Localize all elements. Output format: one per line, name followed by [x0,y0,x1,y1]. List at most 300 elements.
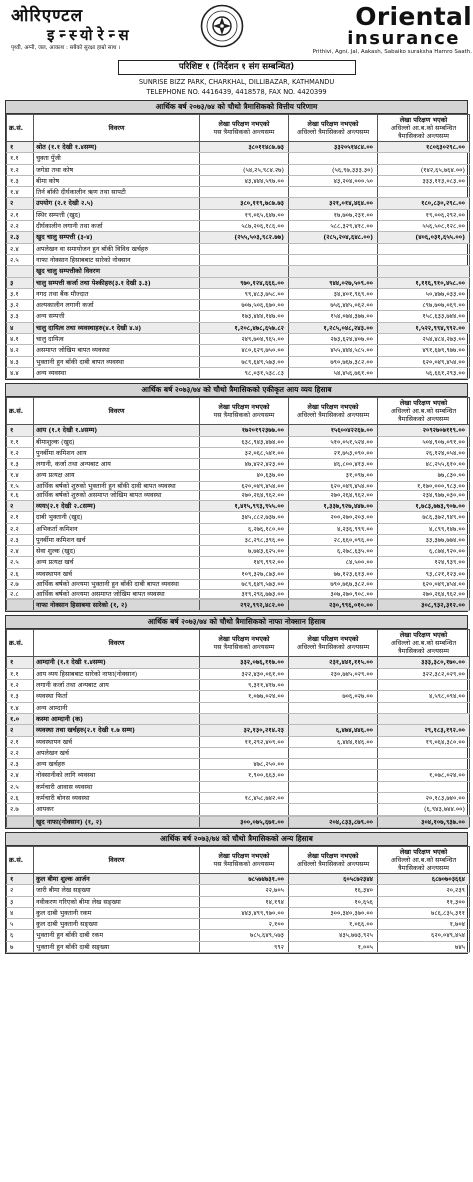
row-label: चुक्ता पुँजी [34,153,200,164]
row-label: पुनर्बीमा कमिशन आय [34,447,200,458]
row-sn: २.१ [7,736,34,747]
row-sn: १.६ [7,491,34,501]
row-value-previous-quarter: १,३३७,९२७,४४७.०० [289,500,378,511]
row-label: आय व्यय हिसाबबाट सारेको नाफा(नोक्सान) [34,668,200,679]
row-value-current-quarter [200,153,289,164]
row-value-current-quarter: ४८०,६२९,७५०.०० [200,345,289,356]
row-value-current-quarter: ४०,६३७.०० [200,470,289,481]
row-value-last-year: ४८,२५५,६१०.०० [378,459,470,470]
row-label: तिर्न बाँकी दीर्घकालीन ऋण तथा सापटी [34,187,200,198]
row-value-last-year: ३३३,३८०,१७०.०० [378,657,470,668]
table-row [7,600,470,611]
row-value-last-year: ६,८७४,९२०.०० [378,546,470,557]
col-particulars-header: विवरण [34,398,200,425]
row-sn: २.८ [7,589,34,599]
row-label: खुद चालु सम्पत्ती (३-४) [34,232,200,243]
row-sn: १.४ [7,702,34,713]
row-value-previous-quarter [289,266,378,277]
table-row [7,254,470,265]
row-value-last-year: ५०,४७७,०३३.०० [378,288,470,299]
row-value-last-year: ११,३०० [378,896,470,907]
row-sn: २.५ [7,557,34,568]
row-label: अल्पकालीन लगानी कर्जा [34,300,200,311]
row-label: कर्मचारी आवास व्यवस्था [34,781,200,792]
row-sn: २ [7,725,34,736]
col-last-year-sub: अधिल्लो आ.ब.को सम्बन्धित त्रैमासिकको अन्त्यसम्म [390,124,457,140]
row-value-current-quarter: २९२,९९२,४८२.०० [200,600,289,611]
table-row [7,142,470,153]
financial-result-section [5,100,468,380]
row-label: व्यवस्था फिर्ता [34,691,200,702]
tagline-english: Prithivi, Agni, Jal, Aakash, Sabaiko suraksha Hamro Saath. [312,49,472,55]
table-row [7,579,470,589]
row-value-last-year: ३०८,९३२,३१२.०० [378,600,470,611]
row-value-previous-quarter: ४३५,७७३,९२५ [289,930,378,941]
row-label: अपलेखन खर्च [34,747,200,758]
row-value-current-quarter: (५४,२५,९८४.२७) [200,164,289,175]
data-table [6,846,470,953]
row-sn: १.० [7,713,34,724]
row-sn: ४ [7,322,34,333]
table-row [7,816,470,827]
brand-english [292,4,472,56]
row-value-previous-quarter: (५६,९७,३३३.३०) [289,164,378,175]
col-sn-header: क्र.सं. [7,398,34,425]
table-row [7,356,470,367]
row-value-current-quarter: ११,२९२,४०९.०० [200,736,289,747]
row-sn: ३ [7,896,34,907]
col-current-quarter-title: लेखा परिक्षण नभएको [218,851,270,860]
row-value-last-year: ५५६,५०८,१२८.०० [378,221,470,232]
row-value-current-quarter: (२५५,५०३,९८२.७७) [200,232,289,243]
row-value-previous-quarter [289,759,378,770]
table-row [7,702,470,713]
col-previous-quarter-title: लेखा परिक्षण नभएको [307,403,359,412]
table-row [7,367,470,378]
row-value-previous-quarter: ६,२७८,६३५.०० [289,546,378,557]
row-sn: ४ [7,907,34,918]
brand-english-line2: insurance [347,28,460,49]
row-value-previous-quarter: १७,७०७,२३१.०० [289,209,378,220]
row-label: असमाप्त जोखिम बापत व्यवस्था [34,345,200,356]
col-last-year-header [378,398,470,425]
row-sn: २.२ [7,747,34,758]
row-value-previous-quarter: ७९०,७६७,३८२.०० [289,579,378,589]
table-row [7,425,470,436]
section-title: आर्थिक बर्ष २०७३/७४ को चौथो त्रैमासिकको नाफा नोक्सान हिसाब [6,616,467,629]
col-particulars-header: विवरण [34,115,200,142]
table-row [7,793,470,804]
col-previous-quarter-sub: अधिल्लो त्रैमासिकको अन्त्यसम्म [296,128,370,136]
col-last-year-header [378,846,470,873]
row-value-last-year: १२४,९३९.०० [378,557,470,568]
col-previous-quarter-header [289,630,378,657]
row-label: चालु सम्पत्ती कर्जा तथा पेश्कीहरु(३.१ देखी ३.३) [34,277,200,288]
row-value-previous-quarter: ७७,१२३,६१३.०० [289,568,378,579]
table-row [7,243,470,254]
table-row [7,691,470,702]
row-sn: २.३ [7,232,34,243]
row-sn: २.६ [7,793,34,804]
row-sn: २.४ [7,243,34,254]
col-current-quarter-header [200,115,289,142]
row-label: नोक्सानीको लागि व्यवस्था [34,770,200,781]
row-value-current-quarter: २७०,२६४,९६२.०० [200,491,289,501]
col-current-quarter-header [200,846,289,873]
table-row [7,153,470,164]
table-row [7,523,470,534]
table-row [7,459,470,470]
row-value-previous-quarter [289,747,378,758]
table-row [7,311,470,322]
table-row [7,322,470,333]
row-value-current-quarter: १९,०६५,६४७.०० [200,209,289,220]
row-value-previous-quarter: (२८५,२०४,६४८.००) [289,232,378,243]
row-label: जगेडा तथा कोष [34,164,200,175]
row-sn: १ [7,873,34,884]
brand-nepali [11,6,171,52]
row-sn [7,266,34,277]
row-value-last-year: ८९७,७०७,०६९.०० [378,300,470,311]
row-value-last-year: ७४५ [378,941,470,952]
row-value-last-year: ७८६,८३५,३११ [378,907,470,918]
row-value-last-year: (१४२,६५,७६४.००) [378,164,470,175]
row-label: लगानी, कर्जा तथा अन्यबाट आय [34,459,200,470]
row-sn: १.२ [7,164,34,175]
row-value-previous-quarter [289,243,378,254]
table-row [7,221,470,232]
table-row [7,209,470,220]
row-sn: २.४ [7,770,34,781]
row-value-last-year: ७८६,३७२,९४९.०० [378,512,470,523]
row-value-previous-quarter [289,187,378,198]
row-value-previous-quarter: ५८८,३२९,४१८.०० [289,221,378,232]
row-value-current-quarter [200,187,289,198]
col-previous-quarter-header [289,398,378,425]
row-value-current-quarter: २२,७०५ [200,885,289,896]
col-current-quarter-title: लेखा परिक्षण नभएको [218,120,270,128]
row-value-last-year [378,680,470,691]
row-value-current-quarter: १४,१९४ [200,896,289,907]
row-sn: २.७ [7,804,34,815]
table-row [7,300,470,311]
row-value-last-year: ५६,६६१,२९३.०० [378,367,470,378]
row-value-current-quarter: ४३,४४४,५९७.०० [200,175,289,186]
row-value-previous-quarter: १५६००४२२६७.०० [289,425,378,436]
col-previous-quarter-header [289,115,378,142]
row-value-previous-quarter [289,680,378,691]
brand-nepali-line2: इन्स्योरेन्स [47,26,134,44]
table-row [7,266,470,277]
row-value-previous-quarter [289,804,378,815]
letterhead [5,2,472,58]
row-label: दाबी भुक्तानी (खुद) [34,512,200,523]
col-previous-quarter-sub: अधिल्लो त्रैमासिकको अन्त्यसम्म [296,411,370,420]
row-label: पुनर्बीमा कमिशन खर्च [34,534,200,545]
row-sn: १.२ [7,447,34,458]
row-sn: ७ [7,941,34,952]
row-value-last-year [378,713,470,724]
table-row [7,725,470,736]
row-value-current-quarter: ३८०११४८७.७३ [200,142,289,153]
data-table [6,114,470,379]
row-sn: २.३ [7,534,34,545]
row-value-last-year: २५४,४८४,२७३.०० [378,334,470,345]
company-address: SUNRISE BIZZ PARK, CHARKHAL, DILLIBAZAR, KATHMANDU [138,78,335,86]
row-value-previous-quarter: ८४,५००.०० [289,557,378,568]
row-sn: १.४ [7,187,34,198]
row-value-current-quarter [200,243,289,254]
row-label: अन्य खर्चहरु [34,759,200,770]
row-sn: २ [7,885,34,896]
row-value-previous-quarter: २७३,६२४,४०७.०० [289,334,378,345]
row-value-previous-quarter [289,153,378,164]
row-label: आर्थिक बर्षको शुरुको असमाप्त जोखिम बापत व्यवस्था [34,491,200,501]
row-value-last-year: २७०,२६४,९६२.०० [378,589,470,599]
row-value-previous-quarter [289,793,378,804]
table-row [7,713,470,724]
row-label: भुक्तानी हुन बाँकी दाबी रकम [34,930,200,941]
row-sn: २.१ [7,209,34,220]
row-value-current-quarter: १,९००,६६३.०० [200,770,289,781]
table-row [7,491,470,501]
row-value-previous-quarter: १०,६५६ [289,896,378,907]
row-label: व्यवस्थापन खर्च [34,736,200,747]
row-sn: ६ [7,930,34,941]
table-row [7,447,470,458]
row-value-previous-quarter [289,770,378,781]
row-sn: ४.३ [7,356,34,367]
row-value-previous-quarter: १६,३४० [289,885,378,896]
row-label: व्यवस्थापन खर्च [34,568,200,579]
brand-nepali-line1: ओरिएण्टल [11,6,84,26]
row-value-previous-quarter: ५१०,०५१,५२४.०० [289,436,378,447]
row-label: दीर्घकालीन लगानी तथा कर्जा [34,221,200,232]
table-header-row [7,846,470,873]
row-value-previous-quarter: २००,२७०,२०३.०० [289,512,378,523]
row-value-last-year: १,७०४ [378,919,470,930]
row-value-current-quarter [200,781,289,792]
col-last-year-title: लेखा परिक्षण भएको [399,399,448,408]
col-sn-header: क्र.सं. [7,630,34,657]
col-previous-quarter-header [289,846,378,873]
row-sn: २.२ [7,523,34,534]
row-value-last-year: २०,२३९ [378,885,470,896]
row-value-last-year: १५८,६३३,७४४.०० [378,311,470,322]
section-title: आर्थिक बर्ष २०७३/७४ को चौथो त्रैमासिकको वित्तीय परिणाम [6,101,467,114]
row-value-current-quarter: ३३२,०७६,११७.०० [200,657,289,668]
table-row [7,232,470,243]
table-row [7,277,470,288]
row-value-current-quarter [200,804,289,815]
row-value-previous-quarter: २३१,४४१,११५.०० [289,657,378,668]
col-previous-quarter-title: लेखा परिक्षण नभएको [307,851,359,860]
row-value-current-quarter: ३२२,४३०,०६१.०० [200,668,289,679]
row-sn: २.५ [7,781,34,792]
table-row [7,736,470,747]
row-value-last-year: ७७,८३०.०० [378,470,470,481]
table-row [7,919,470,930]
row-value-previous-quarter: ७०६,०२७.०० [289,691,378,702]
table-row [7,668,470,679]
row-value-current-quarter: ६३८,९४३,४७४.०० [200,436,289,447]
row-value-previous-quarter: २१,७५३,०९०.०० [289,447,378,458]
row-value-previous-quarter: ९४४,०२७,५०९.०० [289,277,378,288]
row-sn: १.३ [7,175,34,186]
row-value-current-quarter: १,४१५,९९३,९५५.०० [200,500,289,511]
row-sn: २.१ [7,512,34,523]
col-current-quarter-header [200,398,289,425]
row-value-current-quarter: २,१०० [200,919,289,930]
row-value-current-quarter: ४७,४२२,४२३.०० [200,459,289,470]
row-sn: २.२ [7,221,34,232]
row-label: नाफा नोक्सान हिसाबबाट सारेको नोक्सान [34,254,200,265]
row-sn: ३ [7,277,34,288]
row-label: खुद चालु सम्पत्तीको विवरण [34,266,200,277]
col-previous-quarter-sub: अधिल्लो त्रैमासिकको अन्त्यसम्म [296,859,370,868]
row-label: आय (१.१ देखी १.४सम्म) [34,425,200,436]
row-label: भुक्तानी हुन बाँकी दाबी सङ्ख्या [34,941,200,952]
row-value-current-quarter: १७२०१९२३७७.०० [200,425,289,436]
row-sn: १.३ [7,691,34,702]
row-value-previous-quarter: ३४,४०१,९६९.०० [289,288,378,299]
row-value-current-quarter [200,254,289,265]
table-row [7,759,470,770]
table-row [7,657,470,668]
row-value-current-quarter [200,713,289,724]
row-label: लगानी कर्जा तथा अन्यबाट आय [34,680,200,691]
row-label: नवीकरण गरिएको बीमा लेख सङ्ख्या [34,896,200,907]
row-value-last-year: ६२०,०४९,४५४ [378,930,470,941]
row-sn: २.५ [7,254,34,265]
row-label: स्थिर सम्पत्ती (खुद) [34,209,200,220]
row-value-current-quarter: ७८९,६४९,५७३.०० [200,356,289,367]
row-sn: १.५ [7,481,34,491]
row-value-previous-quarter: ३१,०९७.०० [289,470,378,481]
row-label: अन्य प्रत्यक्ष आय [34,470,200,481]
row-label: कुल बीमा शुल्क आर्जन [34,873,200,884]
row-sn [7,816,34,827]
row-value-last-year: २०९२७०७११९.०० [378,425,470,436]
row-value-previous-quarter: १,००५ [289,941,378,952]
row-value-previous-quarter: १५४,०७४,३७७.०० [289,311,378,322]
row-value-last-year: २६,१२४,०५४.०० [378,447,470,458]
row-label: चालु दायित्व [34,334,200,345]
row-sn: २ [7,500,34,511]
row-value-current-quarter [200,266,289,277]
row-value-previous-quarter: २३०,९९६,०१०.०० [289,600,378,611]
row-label: अन्य सम्पत्ती [34,311,200,322]
row-label: उपयोग (२.१ देखी २.५) [34,198,200,209]
row-label: सेवा शुल्क (खुद) [34,546,200,557]
table-row [7,747,470,758]
table-row [7,907,470,918]
annex-title: परिशिष्ट १ (निर्देशन १ संग सम्बन्धित) [118,60,356,75]
section-title: आर्थिक बर्ष २०७३/७४ को चौथो त्रैमासिकको एकीकृत आय व्यय हिसाब [6,384,467,397]
row-value-previous-quarter [289,254,378,265]
row-value-current-quarter [200,747,289,758]
row-value-current-quarter: १,०७७,०२४.०० [200,691,289,702]
row-value-last-year: ४,५९८,०९४.०० [378,691,470,702]
row-sn: १.१ [7,153,34,164]
row-value-current-quarter: १०९,३२७,८७३.०० [200,568,289,579]
row-value-previous-quarter: ७५६,४४५,०६२.०० [289,300,378,311]
row-value-previous-quarter: ६,४७४,४४६.०० [289,725,378,736]
row-value-previous-quarter: ३३२०५१४८४.०० [289,142,378,153]
table-row [7,781,470,792]
row-sn: १.२ [7,680,34,691]
row-value-current-quarter: ७८९,६४९,५७३.०० [200,579,289,589]
row-value-last-year: ६२०,०४९,४५४.०० [378,579,470,589]
row-value-last-year: १८०,८३०,२९८.०० [378,198,470,209]
company-seal-icon [200,4,244,48]
table-row [7,198,470,209]
col-last-year-title: लेखा परिक्षण भएको [399,631,448,640]
row-sn: १.१ [7,436,34,447]
row-value-current-quarter: ३४५,८८२,७३७.०० [200,512,289,523]
col-current-quarter-title: लेखा परिक्षण नभएको [218,635,270,644]
row-label: व्ययः(२.१ देखी २.८सम्म) [34,500,200,511]
col-particulars-header: विवरण [34,630,200,657]
row-value-last-year: ५०४,९०७,०९१.०० [378,436,470,447]
row-value-previous-quarter: ४३,२०४,०००.५० [289,175,378,186]
row-value-last-year [378,702,470,713]
table-row [7,164,470,175]
col-previous-quarter-sub: अधिल्लो त्रैमासिकको अन्त्यसम्म [296,643,370,652]
row-value-current-quarter: १७३,४४४,१४७.०० [200,311,289,322]
data-table [6,629,470,827]
row-value-last-year: १,०७८,०२४.०० [378,770,470,781]
row-value-current-quarter: ५८७,२०६,१८६.०० [200,221,289,232]
row-value-previous-quarter: २३०,७४५,०२९.०० [289,668,378,679]
row-value-previous-quarter: ६०५८७२३४४ [289,873,378,884]
row-sn [7,600,34,611]
row-value-current-quarter: ७८५,६४९,५७३ [200,930,289,941]
table-row [7,546,470,557]
col-last-year-sub: अधिल्लो आ.ब.को सम्बन्धित त्रैमासिकको अन्त्यसम्म [390,639,457,656]
table-row [7,930,470,941]
profit-loss-section [5,615,468,828]
row-value-previous-quarter: ३०७,२७०,९०८.०० [289,589,378,599]
row-value-previous-quarter: ५४,४५६,७६१.०० [289,367,378,378]
table-row [7,175,470,186]
row-value-last-year: १९,००६,२९२.०० [378,209,470,220]
row-label: आयकर [34,804,200,815]
row-value-last-year: ३२२,३८२,०२९.०० [378,668,470,679]
row-label: कुल दाबी भुक्तानी रकम [34,907,200,918]
row-value-last-year [378,759,470,770]
data-table [6,397,470,611]
row-value-last-year: (४०६,०३१,६५५.००) [378,232,470,243]
table-row [7,680,470,691]
col-current-quarter-sub: यस त्रैमासिकको अन्त्यसम्म [213,128,275,136]
row-sn: २ [7,198,34,209]
row-value-current-quarter: ३२,०६८,५४१.०० [200,447,289,458]
col-last-year-header [378,630,470,657]
other-accounts-section [5,832,468,954]
row-value-previous-quarter: ४५५,४४४,५८५.०० [289,345,378,356]
table-row [7,288,470,299]
row-sn: २.४ [7,546,34,557]
row-value-last-year [378,153,470,164]
row-value-last-year: ६२०,०४९,४५४.०० [378,356,470,367]
row-value-current-quarter: ९९२ [200,941,289,952]
row-value-last-year: १,११६,९१०,४५८.०० [378,277,470,288]
table-row [7,436,470,447]
row-value-current-quarter: ७,७४३,६२५.०० [200,546,289,557]
company-phone: TELEPHONE NO. 4416439, 4418578, FAX NO. 4420399 [146,88,327,96]
row-label: बीमाशुल्क (खुद) [34,436,200,447]
